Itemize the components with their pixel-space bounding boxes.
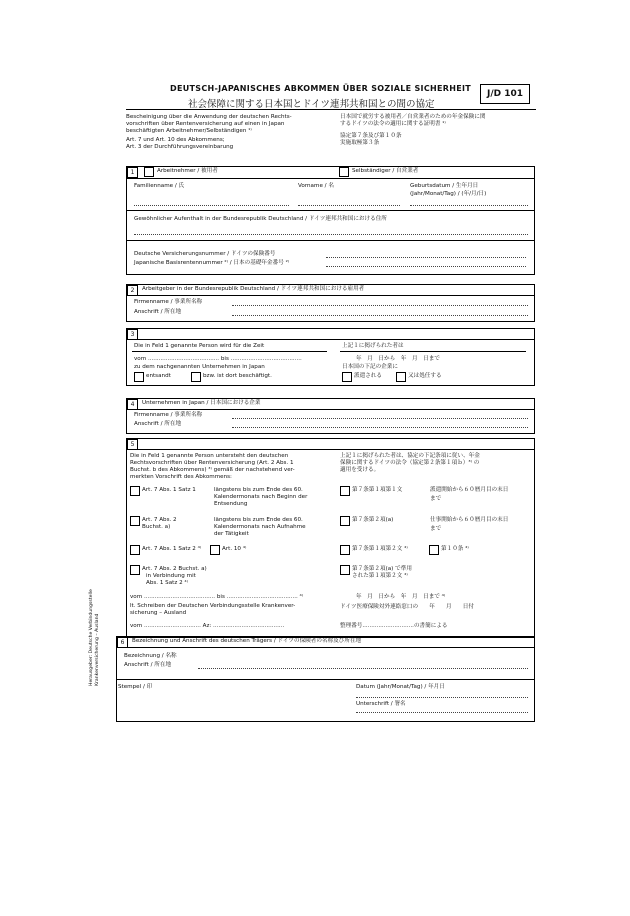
- section-5-left-intro: [130, 453, 328, 481]
- jp-art7-2a-label: 第７条第２項(a): [352, 517, 394, 523]
- surname-field[interactable]: [134, 205, 289, 206]
- title-japanese: 社会保障に関する日本国とドイツ連邦共和国との間の協定: [188, 99, 435, 110]
- option-text-line: längstens bis zum Ende des 60.: [214, 487, 303, 493]
- section-5-number: 5: [127, 439, 138, 450]
- posted-checkbox[interactable]: [134, 372, 144, 382]
- option-label-line: Art. 7 Abs. 2: [142, 517, 177, 523]
- title-german: DEUTSCH-JAPANISCHES ABKOMMEN ÜBER SOZIALE SICHERHEIT: [170, 84, 472, 93]
- section-3-left-heading: Die in Feld 1 genannte Person wird für die Zeit: [134, 343, 265, 349]
- section-4-header-rule: [126, 409, 534, 410]
- employer-company-field[interactable]: [232, 305, 528, 306]
- option-text-line: Kalendermonats nach Beginn der: [214, 494, 308, 500]
- section-3-right-rule: [340, 351, 526, 352]
- jp-art7-1-1-checkbox[interactable]: [340, 486, 350, 496]
- section-6-rule: [116, 679, 534, 680]
- jp-pension-field[interactable]: [326, 266, 526, 267]
- jp-company-name-label: Firmenname / 事業所名称: [134, 412, 203, 418]
- intro-japanese: [340, 114, 540, 147]
- section-2-header-rule: [126, 295, 534, 296]
- intro-line: Rechtsvorschriften über Rentenversicherung (Art. 2 Abs. 1: [130, 460, 294, 466]
- section-5-right-intro: [340, 453, 530, 474]
- residence-label: Gewöhnlicher Aufenthalt in der Bundesrepublik Deutschland / ドイツ連邦共和国における住所: [134, 216, 387, 222]
- date-label: Datum (Jahr/Monat/Tag) / 年月日: [356, 684, 445, 690]
- section-3-number: 3: [127, 329, 138, 340]
- section-6-number: 6: [117, 637, 128, 648]
- jp-company-address-field[interactable]: [232, 427, 528, 428]
- option-label-line: Abs. 1 Satz 2 ⁴⁾: [146, 580, 189, 586]
- section-1-header-rule: [126, 178, 534, 179]
- intro-de-line: beschäftigten Arbeitnehmer/Selbständigen ¹⁾: [126, 128, 252, 134]
- de-insurance-label: Deutsche Versicherungsnummer / ドイツの保険番号: [134, 251, 276, 257]
- header-rule: [126, 109, 536, 110]
- employer-company-label: Firmenname / 事業所名称: [134, 299, 203, 305]
- residence-field[interactable]: [134, 234, 528, 235]
- birth-date-format: (Jahr/Monat/Tag) / (年/月/日): [410, 191, 487, 197]
- birth-date-field[interactable]: [410, 205, 528, 206]
- jp-art7-2a-1-2-label: [352, 566, 412, 580]
- publisher-line-2: Krankenversicherung – Ausland: [95, 613, 100, 686]
- art7-abs1-satz2-checkbox[interactable]: [130, 545, 140, 555]
- option-text-line: 仕事開始から６０暦月目の末日: [430, 517, 509, 523]
- art7-abs2-text: [214, 517, 306, 538]
- first-name-label: Vorname / 名: [298, 183, 334, 189]
- intro-jp-line: するドイツの法令の適用に関する証明書 ¹⁾: [340, 121, 446, 127]
- letter-line-text: lt. Schreiben der Deutschen Verbindungsstelle Krankenver-: [130, 603, 296, 609]
- jp-art7-2a-checkbox[interactable]: [340, 516, 350, 526]
- jp-art7-1-2-label: 第７条第１項第２文 ⁴⁾: [352, 546, 408, 552]
- intro-line: 保険に関するドイツの法令（協定第２条第１項ｂ）³⁾ の: [340, 460, 480, 466]
- jp-art7-1-2-checkbox[interactable]: [340, 545, 350, 555]
- intro-line: 上記１に掲げられた者は、協定の下記条項に従い、年金: [340, 453, 480, 459]
- art7-abs1-satz2-label: Art. 7 Abs. 1 Satz 2 ⁴⁾: [142, 546, 202, 552]
- option-text-line: 派遣開始から６０暦月目の末日: [430, 487, 509, 493]
- section-6-heading: Bezeichnung und Anschrift des deutschen Trägers / ドイツの保険者の名称及び所在地: [132, 638, 362, 644]
- art7-abs1-satz1-label: Art. 7 Abs. 1 Satz 1: [142, 487, 196, 493]
- company-line: zu dem nachgenannten Unternehmen in Japan: [134, 364, 265, 370]
- art7-abs2-satz2-checkbox[interactable]: [130, 565, 140, 575]
- art7-abs2-checkbox[interactable]: [130, 516, 140, 526]
- first-name-field[interactable]: [298, 205, 400, 206]
- art7-abs2-satz2-label: [142, 566, 207, 587]
- stamp-label: Stempel / 印: [118, 684, 153, 690]
- jp-company-address-label: Anschrift / 所在地: [134, 421, 182, 427]
- jp-art7-1-1-text: [430, 487, 508, 503]
- self-employed-checkbox[interactable]: [339, 167, 349, 177]
- jp-art10-label: 第１０条 ⁴⁾: [441, 546, 469, 552]
- section-3-right-heading: 上記１に掲げられた者は: [342, 343, 404, 349]
- jp-posted-checkbox[interactable]: [342, 372, 352, 382]
- jp-date-line[interactable]: 年 月 日から 年 月 日まで ⁴⁾: [356, 594, 446, 600]
- vom-az-line[interactable]: vom ................................ Az: ........................................: [130, 623, 285, 629]
- birth-date-label: Geburtsdatum / 生年月日: [410, 183, 479, 189]
- employee-checkbox[interactable]: [144, 167, 154, 177]
- option-text-line: まで: [430, 526, 442, 532]
- section-4-heading: Unternehmen in Japan / 日本国における企業: [142, 400, 261, 406]
- intro-de-line: Art. 3 der Durchführungsvereinbarung: [126, 144, 234, 150]
- section-2-heading: Arbeitgeber in der Bundesrepublik Deutschland / ドイツ連邦共和国における雇用者: [142, 286, 365, 292]
- employer-address-label: Anschrift / 所在地: [134, 309, 182, 315]
- option-label-line: 第７条第２項(a) で準用: [352, 566, 412, 572]
- jp-posted-label: 派遣される: [354, 373, 382, 379]
- intro-line: Die in Feld 1 genannte Person untersteht den deutschen: [130, 453, 289, 459]
- art7-abs2-label: [142, 517, 177, 531]
- publisher-note: [89, 589, 101, 686]
- jp-art10-checkbox[interactable]: [429, 545, 439, 555]
- employed-checkbox[interactable]: [191, 372, 201, 382]
- option-text-line: der Tätigkeit: [214, 531, 249, 537]
- option-text-line: Kalendermonats nach Aufnahme: [214, 524, 306, 530]
- jp-art7-2a-1-2-checkbox[interactable]: [340, 565, 350, 575]
- employer-address-field[interactable]: [232, 315, 528, 316]
- carrier-designation-label: Bezeichnung / 名称: [124, 653, 177, 659]
- date-field[interactable]: [356, 697, 528, 698]
- option-text-line: まで: [430, 496, 442, 502]
- art10-label: Art. 10 ⁴⁾: [222, 546, 247, 552]
- section-4-number: 4: [127, 399, 138, 410]
- option-label-line: Buchst. a): [142, 524, 171, 530]
- carrier-address-field[interactable]: [198, 668, 528, 669]
- self-employed-label: Selbständiger / 自営業者: [352, 168, 419, 174]
- jp-reference-line[interactable]: 整理番号.............................の書簡による: [340, 623, 448, 629]
- section-3-left-rule: [132, 351, 327, 352]
- jp-company-line: 日本国の下記の企業に: [342, 364, 398, 370]
- intro-de-line: Art. 7 und Art. 10 des Abkommens;: [126, 137, 225, 143]
- publisher-line-1: Herausgeber: Deutsche Verbindungsstelle: [89, 589, 94, 686]
- intro-jp-line: 日本国で就労する被用者／自営業者のための年金保険に関: [340, 114, 486, 120]
- option-text-line: längstens bis zum Ende des 60.: [214, 517, 303, 523]
- signature-label: Unterschrift / 署名: [356, 701, 406, 707]
- intro-line: merkten Vorschrift des Abkommens:: [130, 474, 232, 480]
- jp-pension-label: Japanische Basisrentennummer ²⁾ / 日本の基礎年金番号 ²⁾: [134, 260, 290, 266]
- posted-label: entsandt: [146, 373, 171, 379]
- intro-jp-line: 実施取極第３条: [340, 140, 380, 146]
- jp-letter-line: ドイツ医療保険対外連絡窓口の 年 月 日付: [340, 604, 474, 610]
- carrier-address-label: Anschrift / 所在地: [124, 662, 172, 668]
- section-5-header-rule: [126, 449, 534, 450]
- intro-de-line: vorschriften über Rentenversicherung auf einen in Japan: [126, 121, 285, 127]
- section-1-number: 1: [127, 167, 138, 178]
- intro-line: 適用を受ける。: [340, 467, 380, 473]
- section-1-rule: [126, 210, 534, 211]
- surname-label: Familienname / 氏: [134, 183, 185, 189]
- jp-employed-label: 又は処任する: [408, 373, 442, 379]
- jp-date-row[interactable]: 年 月 日から 年 月 日まで: [356, 356, 440, 362]
- intro-line: Buchst. b des Abkommens) ³⁾ gemäß der nachstehend ver-: [130, 467, 295, 473]
- art10-checkbox[interactable]: [210, 545, 220, 555]
- employed-label: bzw. ist dort beschäftigt.: [203, 373, 272, 379]
- jp-art7-1-1-label: 第７条第１項第１文: [352, 487, 403, 493]
- jp-employed-checkbox[interactable]: [396, 372, 406, 382]
- letter-line-text: sicherung – Ausland: [130, 610, 187, 616]
- letter-line: [130, 603, 295, 617]
- jp-art7-2a-text: [430, 517, 508, 533]
- art7-abs1-satz1-checkbox[interactable]: [130, 486, 140, 496]
- option-text-line: Entsendung: [214, 501, 248, 507]
- section-1-rule: [126, 240, 534, 241]
- form-number: J/D 101: [480, 84, 530, 104]
- option-label-line: された第１項第２文 ⁴⁾: [352, 573, 408, 579]
- section-3-header-rule: [126, 339, 534, 340]
- jp-company-name-field[interactable]: [232, 418, 528, 419]
- option-label-line: Art. 7 Abs. 2 Buchst. a): [142, 566, 207, 572]
- de-insurance-field[interactable]: [326, 257, 526, 258]
- employee-label: Arbeitnehmer / 被用者: [157, 168, 218, 174]
- intro-jp-line: 協定第７条及び第１０条: [340, 133, 402, 139]
- section-2-number: 2: [127, 285, 138, 296]
- intro-de-line: Bescheinigung über die Anwendung der deutschen Rechts-: [126, 114, 292, 120]
- vom-bis-line[interactable]: vom ........................................ bis ........................................ ⁴⁾: [130, 594, 304, 600]
- section-6-header-rule: [116, 647, 534, 648]
- intro-german: [126, 114, 326, 151]
- option-label-line: in Verbindung mit: [146, 573, 196, 579]
- signature-field[interactable]: [356, 712, 528, 713]
- period-from-to[interactable]: vom ........................................ bis ........................................: [134, 356, 302, 362]
- art7-abs1-satz1-text: [214, 487, 307, 508]
